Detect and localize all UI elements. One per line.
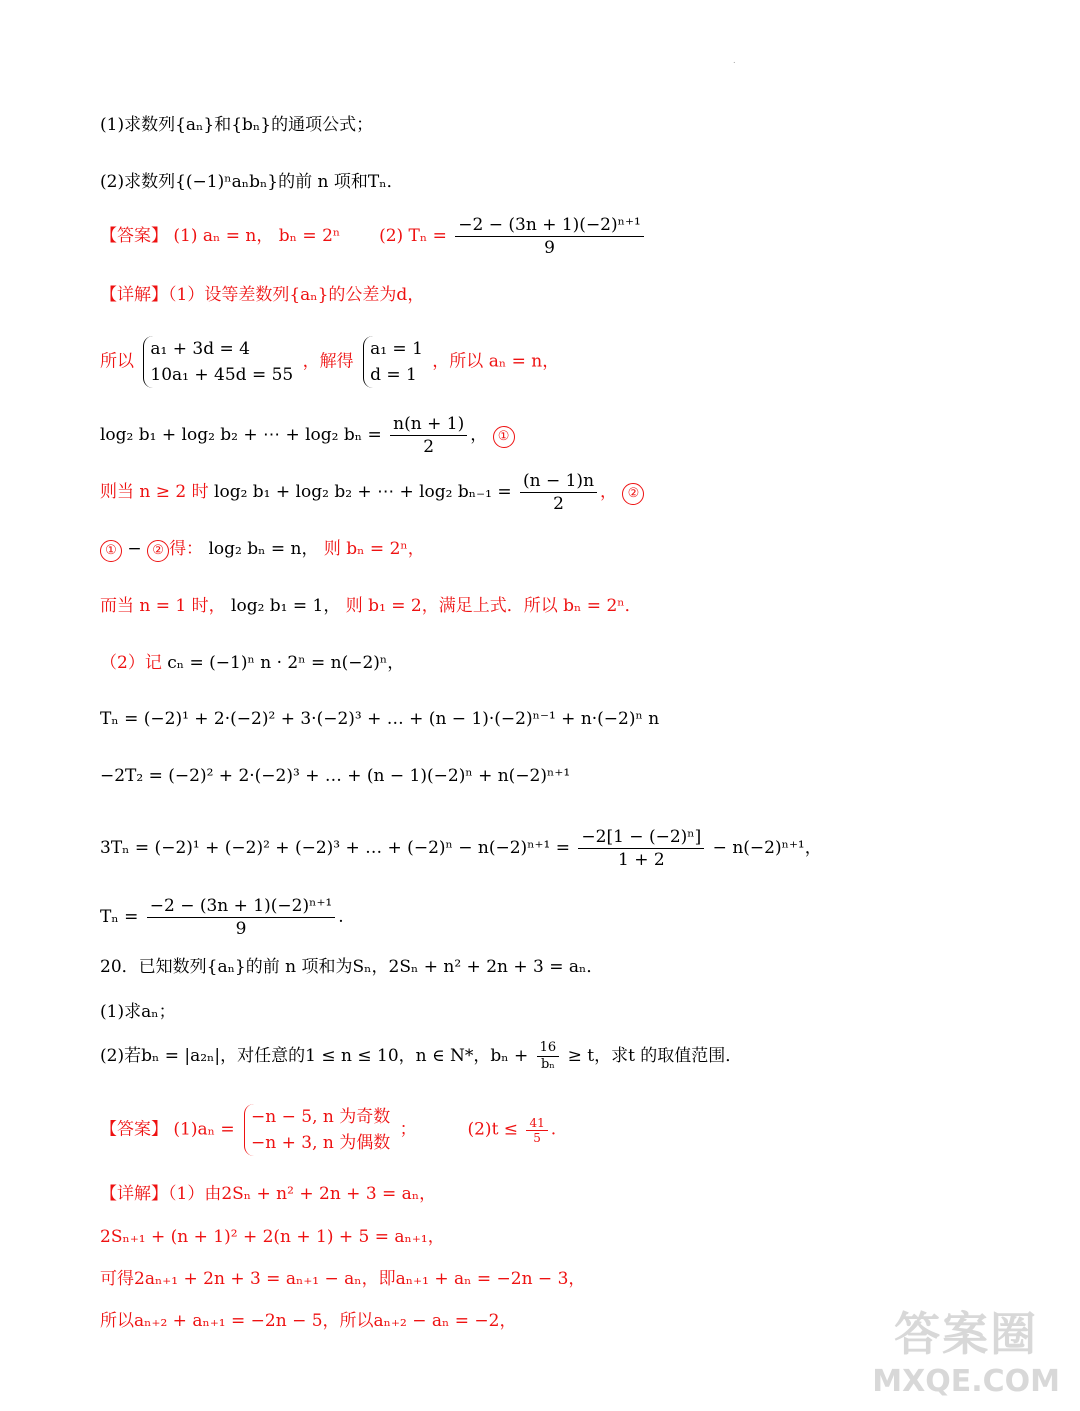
q20-part1: (1)求aₙ；: [100, 1002, 176, 1022]
diff-text: 得：: [169, 539, 204, 559]
equation-system: [143, 336, 293, 388]
detail-label: 【详解】: [100, 1184, 168, 1204]
detail-intro-text: （1）设等差数列{aₙ}的公差为d，: [168, 285, 425, 305]
system-eq2: 10a₁ + 45d = 55: [150, 365, 294, 385]
watermark-en: MXQE.COM: [872, 1364, 1060, 1399]
q19-tn-eq: Tₙ = (−2)¹ + 2·(−2)² + 3·(−2)³ + … + (n − 1)·(−2)ⁿ⁻¹ + n·(−2)ⁿ n: [100, 709, 660, 729]
q20-stem: 20．已知数列{aₙ}的前 n 项和为Sₙ，2Sₙ + n² + 2n + 3 = aₙ．: [100, 957, 604, 977]
detail-1-text: （1）由2Sₙ + n² + 2n + 3 = aₙ，: [168, 1184, 437, 1204]
system-prefix: 所以: [100, 351, 134, 372]
fraction-denominator: 2: [553, 494, 564, 514]
t3-fraction: [578, 826, 704, 871]
answer-part1-prefix: (1)aₙ =: [173, 1119, 235, 1140]
system-eq1: a₁ + 3d = 4: [150, 339, 250, 359]
cn-label: （2）记: [100, 653, 162, 673]
fraction-numerator: 41: [526, 1116, 547, 1131]
answer-part2-suffix: .: [550, 1119, 557, 1140]
part2-fraction: [537, 1040, 560, 1073]
answer-separator: ；: [399, 1119, 417, 1140]
q19-diff-line: [100, 537, 425, 562]
fraction-denominator: 9: [544, 238, 555, 258]
detail-label: 【详解】: [100, 285, 168, 305]
q19-part2: (2)求数列{(−1)ⁿaₙbₙ}的前 n 项和Tₙ．: [100, 172, 404, 192]
piecewise-cases: [244, 1104, 390, 1156]
q20-part2: [100, 1040, 742, 1073]
q19-detail-intro: [100, 283, 424, 307]
system-suffix: ，所以 aₙ = n，: [432, 351, 560, 372]
final-suffix: .: [338, 907, 344, 927]
fraction-denominator: 9: [235, 919, 247, 939]
q19-minus2t-eq: −2T₂ = (−2)² + 2·(−2)³ + … + (n − 1)(−2)ⁿ + n(−2)ⁿ⁺¹: [100, 766, 571, 786]
solution-system: [363, 336, 423, 388]
answer-part1: (1) aₙ = n， bₙ = 2ⁿ: [173, 226, 341, 246]
log-prev: log₂ b₁ + log₂ b₂ + ⋯ + log₂ bₙ₋₁ =: [208, 482, 512, 502]
diff-eq: log₂ bₙ = n，: [203, 539, 319, 559]
fraction-denominator: bₙ: [540, 1057, 555, 1072]
fraction-numerator: −2[1 − (−2)ⁿ]: [578, 826, 704, 849]
fraction-numerator: n(n + 1): [390, 413, 467, 436]
final-fraction: [147, 895, 335, 940]
q19-system-line: [100, 336, 559, 388]
answer-part2-fraction: [526, 1116, 547, 1145]
fraction-numerator: (n − 1)n: [520, 470, 597, 493]
fraction-numerator: −2 − (3n + 1)(−2)ⁿ⁺¹: [147, 895, 335, 918]
q19-log-prev-line: 则当 n ≥ 2 时 log₂ b₁ + log₂ b₂ + ⋯ + log₂ bₙ₋₁ = $\frac{(n - 1)n}{2}$ ， ②: [100, 470, 644, 515]
circled-one-mark: ①: [100, 540, 122, 562]
log-prev-prefix: 则当 n ≥ 2 时: [100, 482, 209, 502]
q20-detail-2: 2Sₙ₊₁ + (n + 1)² + 2(n + 1) + 5 = aₙ₊₁，: [100, 1227, 445, 1247]
circled-one-mark: ①: [493, 426, 515, 448]
part2-text-a: (2)若bₙ = |a₂ₙ|，对任意的1 ≤ n ≤ 10，n ∈ N*，bₙ +: [100, 1046, 529, 1066]
q19-cn-line: [100, 651, 404, 675]
circled-two-mark: ②: [147, 540, 169, 562]
n1-then: 则 b₁ = 2，满足上式．所以 bₙ = 2ⁿ．: [340, 596, 642, 616]
q19-part1: (1)求数列{aₙ}和{bₙ}的通项公式；: [100, 115, 374, 135]
q19-n1-line: [100, 594, 642, 618]
top-mark: .: [733, 56, 736, 65]
fraction-numerator: 16: [537, 1040, 560, 1057]
q20-detail-4: 所以aₙ₊₂ + aₙ₊₁ = −2n − 5，所以aₙ₊₂ − aₙ = −2，: [100, 1311, 517, 1331]
case-even: −n + 3, n 为偶数: [251, 1133, 391, 1153]
solution-eq1: a₁ = 1: [370, 339, 423, 359]
diff-then: 则 bₙ = 2ⁿ，: [318, 539, 425, 559]
q19-final-line: [100, 895, 344, 940]
diff-minus: −: [122, 539, 148, 559]
cn-eq: cₙ = (−1)ⁿ n · 2ⁿ = n(−2)ⁿ，: [161, 653, 405, 673]
n1-text: 而当 n = 1 时，: [100, 596, 226, 616]
answer-label: 【答案】: [100, 226, 168, 246]
watermark-logo: [872, 1298, 1060, 1399]
solution-eq2: d = 1: [370, 365, 417, 385]
circled-two-mark: ②: [622, 483, 644, 505]
q20-detail-1: [100, 1182, 436, 1206]
log-sum: log₂ b₁ + log₂ b₂ + ⋯ + log₂ bₙ =: [100, 425, 382, 445]
q19-3t-line: [100, 826, 822, 871]
answer-part2-fraction: [455, 214, 643, 259]
fraction-denominator: 1 + 2: [617, 850, 665, 870]
t3-eq: 3Tₙ = (−2)¹ + (−2)² + (−2)³ + … + (−2)ⁿ − n(−2)ⁿ⁺¹ =: [100, 838, 570, 858]
fraction-numerator: −2 − (3n + 1)(−2)ⁿ⁺¹: [455, 214, 643, 237]
q19-answer: [100, 214, 647, 259]
fraction-denominator: 2: [423, 437, 435, 457]
fraction-denominator: 5: [533, 1130, 541, 1145]
t3-tail: − n(−2)ⁿ⁺¹，: [712, 838, 822, 858]
answer-part2-prefix: (2)t ≤: [467, 1119, 519, 1140]
log-sum-fraction: [390, 413, 467, 458]
answer-part2-prefix: (2) Tₙ =: [379, 226, 447, 246]
q20-detail-3: 可得2aₙ₊₁ + 2n + 3 = aₙ₊₁ − aₙ，即aₙ₊₁ + aₙ = −2n − 3，: [100, 1269, 586, 1289]
final-prefix: Tₙ =: [100, 907, 139, 927]
system-mid: ，解得: [302, 351, 354, 372]
n1-eq: log₂ b₁ = 1，: [225, 596, 341, 616]
q20-answer: [100, 1104, 556, 1156]
watermark-cn: 答案圈: [894, 1307, 1039, 1361]
q19-log-sum-line: log₂ b₁ + log₂ b₂ + ⋯ + log₂ bₙ = $\frac{n(n + 1)}{2}$ ， ①: [100, 413, 515, 458]
part2-text-b: ≥ t，求t 的取值范围．: [567, 1046, 743, 1066]
log-prev-fraction: [520, 470, 597, 515]
answer-label: 【答案】: [100, 1119, 168, 1140]
case-odd: −n − 5, n 为奇数: [251, 1107, 391, 1127]
